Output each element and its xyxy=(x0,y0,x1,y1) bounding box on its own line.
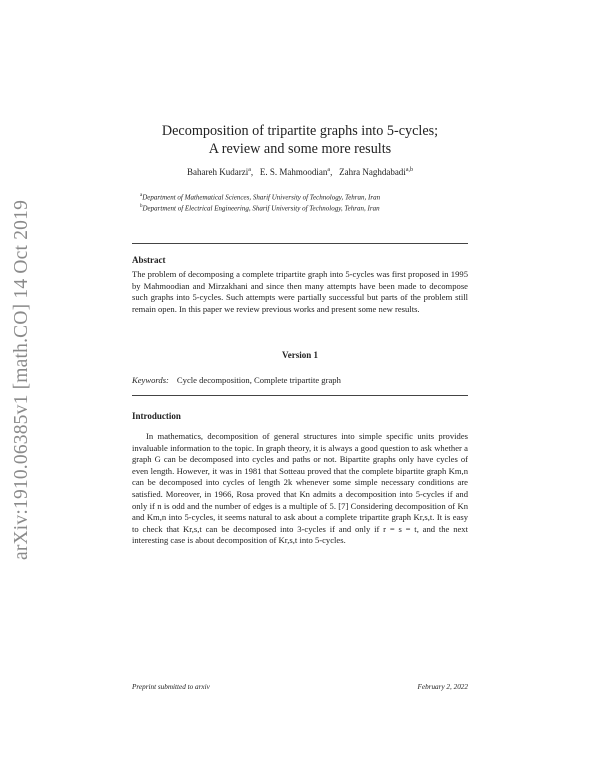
author-affil-mark: a xyxy=(248,167,251,173)
author-affil-mark: a xyxy=(327,167,331,173)
affiliation-item: $^b$Department of Electrical Engineering, Sharif University of Technology, Tehran, Iran xyxy=(140,204,380,213)
abstract-heading: Abstract xyxy=(132,255,166,265)
author-name: Bahareh Kudarzi xyxy=(187,167,249,177)
keywords xyxy=(132,375,468,385)
footer-date: February 2, 2022 xyxy=(417,683,468,691)
arxiv-sidebar-stamp xyxy=(2,190,42,570)
paper-title xyxy=(100,122,500,158)
affiliation-item: $^a$Department of Mathematical Sciences, Sharif University of Technology, Tehran, Iran xyxy=(140,193,381,202)
arxiv-id: arXiv:1910.06385v1 [math.CO] 14 Oct 2019 xyxy=(11,199,32,561)
keywords-label: Keywords: xyxy=(132,375,169,385)
version-label: Version 1 xyxy=(282,350,318,360)
title-line-2: A review and some more results xyxy=(208,141,392,157)
abstract-text: The problem of decomposing a complete tripartite graph into 5-cycles was first proposed in 1995 by Mahmoodian and Mirzakhani and since then many attempts have been made to decompose such graphs into 5-cycles. Such attempts were partially successful but parts of the problem still remain open. In this paper we review previous works and present some new results. xyxy=(132,269,468,314)
title-line-1: Decomposition of tripartite graphs into 5-cycles; xyxy=(161,123,439,139)
author-name: E. S. Mahmoodian xyxy=(259,167,328,177)
author-affil-mark: a,b xyxy=(405,167,413,173)
introduction-heading: Introduction xyxy=(132,411,181,421)
divider-top xyxy=(132,243,468,244)
author-list: Bahareh Kudarzi$^a$, E. S. Mahmoodian$^a$, Zahra Naghdabadi$^{a,b}$ xyxy=(187,167,413,177)
author-name: Zahra Naghdabadi xyxy=(339,167,406,177)
footer-preprint-note: Preprint submitted to arxiv xyxy=(132,683,210,691)
introduction-text: In mathematics, decomposition of general structures into simple specific units provides invaluable information to the topic. In graph theory, it is always a good question to ask whether a graph G can be decomposed into cycles and paths or not. Bipartite graphs only have cycles of even length. However, it was in 1981 that Sotteau proved that the complete bipartite graph Km,n can be decomposed into cycles of length 2k whenever some simple necessary conditions are satisfied. Moreover, in 1966, Rosa proved that Kn admits a decomposition into 5-cycles if and only if n is odd and the number of edges is a multiple of 5. [7] Considering decomposition of Kn and Km,n into 5-cycles, it seems natural to ask about a complete tripartite graph Kr,s,t. It is easy to check that Kr,s,t can be decomposed into 3-cycles if and only if r = s = t, and the next interesting case is about decomposition of Kr,s,t into 5-cycles. xyxy=(132,431,468,546)
divider-bottom xyxy=(132,395,468,396)
keywords-text: Cycle decomposition, Complete tripartite graph xyxy=(176,375,341,385)
affiliations xyxy=(140,191,470,214)
